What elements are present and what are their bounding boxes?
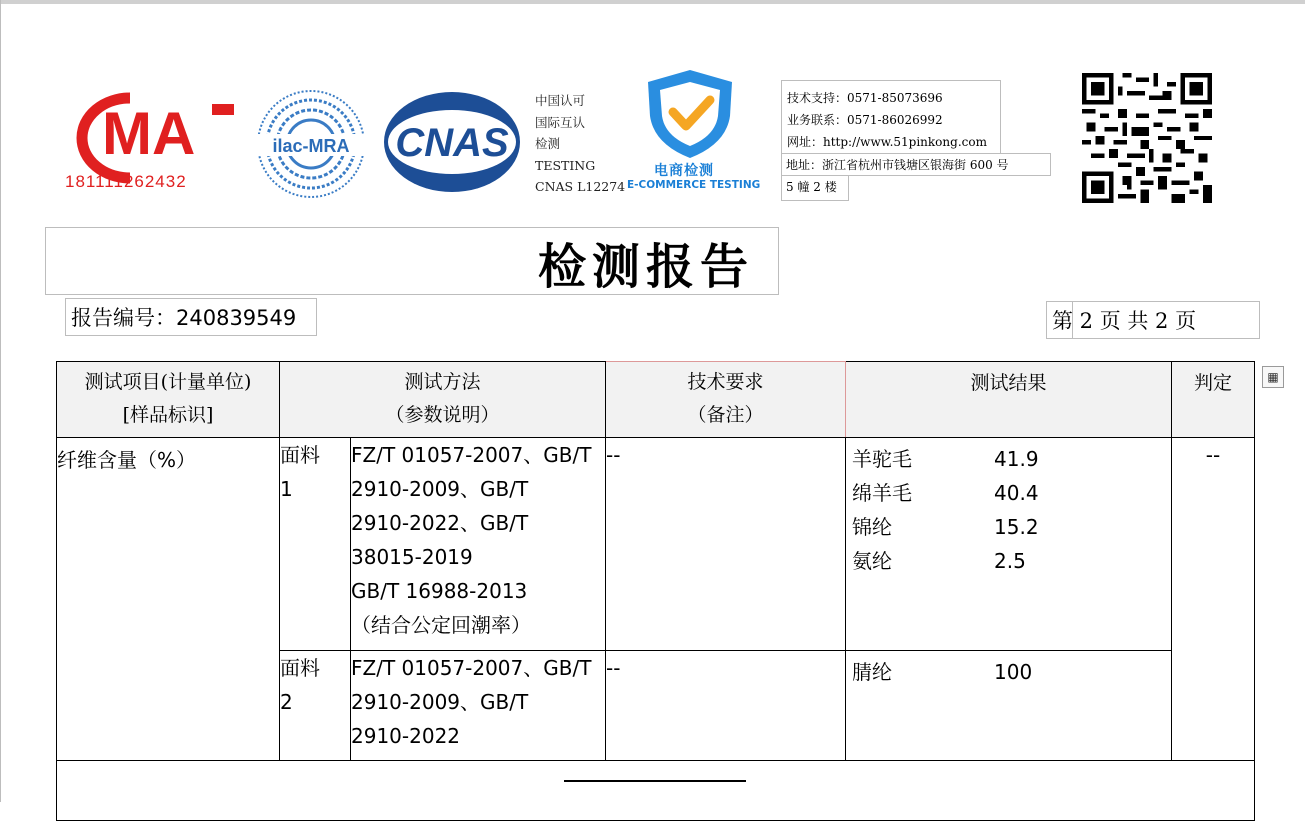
header-line: 技术要求 xyxy=(687,371,764,393)
header-test-method xyxy=(280,362,606,438)
cma-logo xyxy=(62,92,240,192)
header-line: [样品标识] xyxy=(122,404,214,426)
address: 地址：浙江省杭州市钱塘区银海街 600 号 xyxy=(786,158,1009,172)
fiber-value: 15.2 xyxy=(994,515,1039,539)
fiber-value: 2.5 xyxy=(994,549,1026,573)
end-row xyxy=(57,761,1255,821)
result-list xyxy=(846,651,1171,693)
top-border xyxy=(0,0,1305,4)
support-phone: 技术支持：0571-85073696 xyxy=(787,91,943,105)
header-test-result: 测试结果 xyxy=(846,362,1172,438)
test-method xyxy=(351,651,606,761)
material-label xyxy=(280,651,351,761)
method-line: 2910-2022、GB/T xyxy=(351,511,529,535)
ecommerce-label-en: E-COMMERCE TESTING xyxy=(627,179,761,191)
test-result xyxy=(846,651,1172,761)
item-name: 纤维含量（%） xyxy=(57,438,280,761)
ilac-mra-logo xyxy=(255,88,367,200)
header-line: 测试项目(计量单位) xyxy=(84,371,252,393)
svg-text:CNAS: CNAS xyxy=(395,121,509,165)
header-line: （备注） xyxy=(687,404,764,426)
fiber-value: 41.9 xyxy=(994,447,1039,471)
material-line: 2 xyxy=(280,690,293,714)
method-line: GB/T 16988-2013 xyxy=(351,579,528,603)
cnas-line: CNAS L12274 xyxy=(535,179,626,194)
page-info: 第 2 页 共 2 页 xyxy=(1052,309,1197,333)
website-link[interactable]: 网址：http://www.51pinkong.com xyxy=(787,135,987,149)
header-judgement: 判定 xyxy=(1172,362,1255,438)
material-line: 1 xyxy=(280,477,293,501)
qr-code-icon xyxy=(1082,73,1212,203)
left-border xyxy=(0,0,1,802)
fiber-value: 40.4 xyxy=(994,481,1039,505)
header-test-item xyxy=(57,362,280,438)
end-of-report-line xyxy=(564,780,746,782)
page-title: 检测报告 xyxy=(538,239,755,295)
address-line-2: 5 幢 2 楼 xyxy=(786,180,837,194)
fiber-name: 腈纶 xyxy=(852,660,893,684)
material-label xyxy=(280,438,351,651)
cnas-caption xyxy=(535,90,625,198)
test-result xyxy=(846,438,1172,651)
material-line: 面料 xyxy=(280,443,320,467)
cnas-line: TESTING xyxy=(535,157,596,173)
method-line: （结合公定回潮率） xyxy=(351,613,531,637)
method-line: 38015-2019 xyxy=(351,545,473,569)
cnas-logo xyxy=(382,90,522,194)
technical-requirement: -- xyxy=(606,651,846,761)
method-line: FZ/T 01057-2007、GB/T xyxy=(351,656,592,680)
fiber-name: 羊驼毛 xyxy=(852,447,913,471)
ecommerce-label-cn: 电商检测 xyxy=(654,163,714,179)
result-list xyxy=(846,438,1171,582)
judgement: -- xyxy=(1172,438,1255,761)
material-line: 面料 xyxy=(280,656,320,680)
svg-text:ilac-MRA: ilac-MRA xyxy=(272,136,350,156)
test-method xyxy=(351,438,606,651)
header-technical-requirement xyxy=(606,362,846,438)
cnas-line: 检测 xyxy=(535,136,561,151)
test-results-table xyxy=(56,361,1255,821)
report-number: 报告编号：240839549 xyxy=(71,306,297,330)
header-line: 测试方法 xyxy=(404,371,481,393)
header-line: （参数说明） xyxy=(385,404,500,426)
method-line: 2910-2009、GB/T xyxy=(351,477,529,501)
method-line: FZ/T 01057-2007、GB/T xyxy=(351,443,592,467)
fiber-name: 绵羊毛 xyxy=(852,481,913,505)
shield-check-icon xyxy=(640,68,740,160)
business-phone: 业务联系：0571-86026992 xyxy=(787,113,943,127)
svg-text:MA: MA xyxy=(102,100,196,167)
layout-options-icon[interactable]: ▦ xyxy=(1262,366,1284,388)
technical-requirement: -- xyxy=(606,438,846,651)
svg-text:C: C xyxy=(72,162,73,163)
fiber-name: 锦纶 xyxy=(852,515,893,539)
fiber-value: 100 xyxy=(994,660,1033,684)
fiber-name: 氨纶 xyxy=(852,549,893,573)
method-line: 2910-2022 xyxy=(351,724,461,748)
method-line: 2910-2009、GB/T xyxy=(351,690,529,714)
cnas-line: 国际互认 xyxy=(535,114,586,130)
svg-text:181111262432: 181111262432 xyxy=(65,172,187,191)
cnas-line: 中国认可 xyxy=(535,93,586,108)
